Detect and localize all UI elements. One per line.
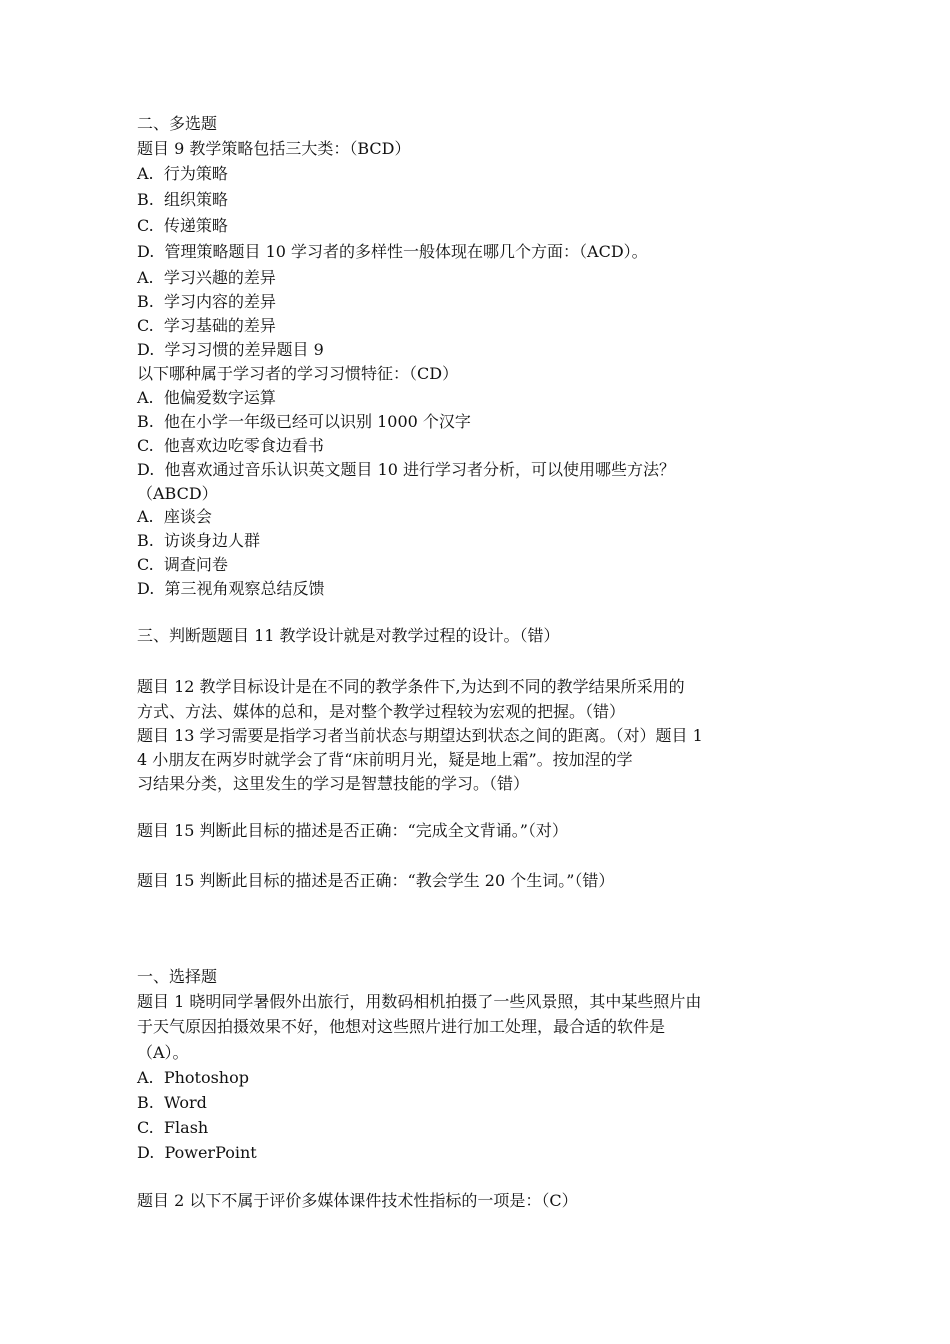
option-text: C. Flash — [137, 1118, 209, 1137]
option-text: D. 他喜欢通过音乐认识英文题目 10 进行学习者分析，可以使用哪些方法？ — [137, 460, 676, 479]
option-text: A. Photoshop — [137, 1068, 249, 1087]
question-text: 题目 15 判断此目标的描述是否正确：“教会学生 20 个生词。”（错） — [137, 871, 615, 890]
question-text: 题目 9 教学策略包括三大类：（BCD） — [137, 139, 411, 158]
section-heading: 二、多选题 — [137, 114, 218, 133]
section-heading: 三、判断题题目 11 教学设计就是对教学过程的设计。（错） — [137, 626, 560, 645]
option-text: C. 传递策略 — [137, 216, 228, 235]
option-text: D. PowerPoint — [137, 1143, 257, 1162]
answer-text: （A）。 — [137, 1043, 189, 1062]
option-text: B. 学习内容的差异 — [137, 292, 277, 311]
question-text: 题目 12 教学目标设计是在不同的教学条件下,为达到不同的教学结果所采用的 — [137, 677, 685, 696]
question-text: 于天气原因拍摄效果不好，他想对这些照片进行加工处理，最合适的软件是 — [137, 1017, 666, 1036]
option-text: A. 座谈会 — [137, 507, 212, 526]
question-text: 方式、方法、媒体的总和，是对整个教学过程较为宏观的把握。（错） — [137, 702, 626, 721]
option-text: C. 他喜欢边吃零食边看书 — [137, 436, 324, 455]
question-text: 以下哪种属于学习者的学习习惯特征：（CD） — [137, 364, 459, 383]
option-text: C. 调查问卷 — [137, 555, 228, 574]
answer-text: （ABCD） — [137, 484, 218, 503]
option-text: C. 学习基础的差异 — [137, 316, 276, 335]
question-text: 题目 1 晓明同学暑假外出旅行，用数码相机拍摄了一些风景照，其中某些照片由 — [137, 992, 702, 1011]
option-text: B. 他在小学一年级已经可以识别 1000 个汉字 — [137, 412, 471, 431]
option-text: B. 访谈身边人群 — [137, 531, 261, 550]
question-text: 题目 15 判断此目标的描述是否正确：“完成全文背诵。”（对） — [137, 821, 568, 840]
section-heading: 一、选择题 — [137, 967, 218, 986]
option-text: A. 行为策略 — [137, 164, 228, 183]
option-text: A. 学习兴趣的差异 — [137, 268, 276, 287]
question-text: 习结果分类，这里发生的学习是智慧技能的学习。（错） — [137, 774, 530, 793]
option-text: D. 管理策略题目 10 学习者的多样性一般体现在哪几个方面：（ACD）。 — [137, 242, 648, 261]
question-text: 4 小朋友在两岁时就学会了背“床前明月光，疑是地上霜”。按加涅的学 — [137, 750, 633, 769]
option-text: B. 组织策略 — [137, 190, 229, 209]
question-text: 题目 13 学习需要是指学习者当前状态与期望达到状态之间的距离。（对）题目 1 — [137, 726, 703, 745]
question-text: 题目 2 以下不属于评价多媒体课件技术性指标的一项是：（C） — [137, 1191, 578, 1210]
option-text: A. 他偏爱数字运算 — [137, 388, 276, 407]
option-text: D. 学习习惯的差异题目 9 — [137, 340, 324, 359]
option-text: D. 第三视角观察总结反馈 — [137, 579, 325, 598]
option-text: B. Word — [137, 1093, 207, 1112]
